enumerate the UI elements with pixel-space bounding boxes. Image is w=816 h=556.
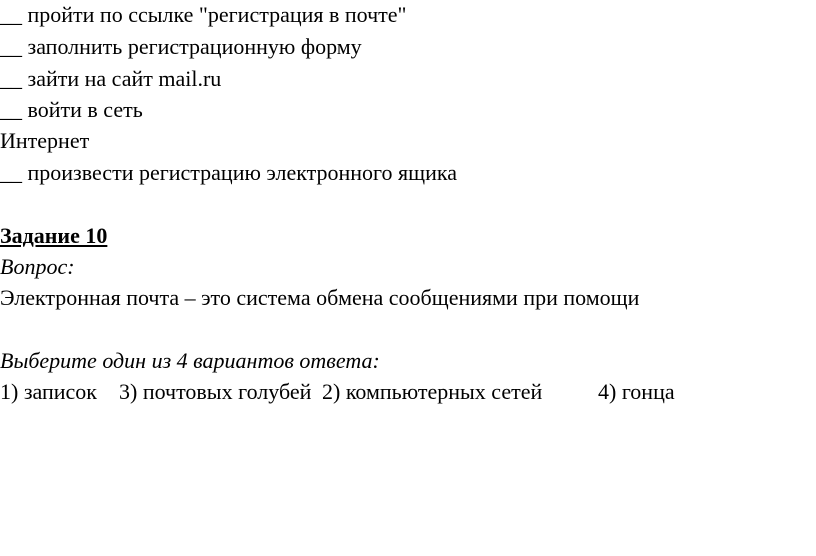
task-heading: Задание 10 xyxy=(0,223,108,248)
answer-option-2[interactable]: 2) компьютерных сетей xyxy=(322,379,543,404)
step-item-2: __ заполнить регистрационную форму xyxy=(0,34,362,59)
question-label: Вопрос: xyxy=(0,254,75,279)
step-item-5: __ произвести регистрацию электронного ящика xyxy=(0,160,457,185)
step-item-4: __ войти в сеть xyxy=(0,97,143,122)
step-item-3: __ зайти на сайт mail.ru xyxy=(0,66,222,91)
answer-instruction: Выберите один из 4 вариантов ответа: xyxy=(0,348,380,373)
answer-option-1[interactable]: 1) записок xyxy=(0,379,97,404)
question-text: Электронная почта – это система обмена сообщениями при помощи xyxy=(0,285,640,310)
answer-options xyxy=(0,379,816,405)
answer-option-3[interactable]: 3) почтовых голубей xyxy=(119,379,312,404)
answer-option-4[interactable]: 4) гонца xyxy=(598,379,675,404)
step-item-1: __ пройти по ссылке "регистрация в почте" xyxy=(0,2,407,27)
step-item-4-continuation: Интернет xyxy=(0,128,90,153)
